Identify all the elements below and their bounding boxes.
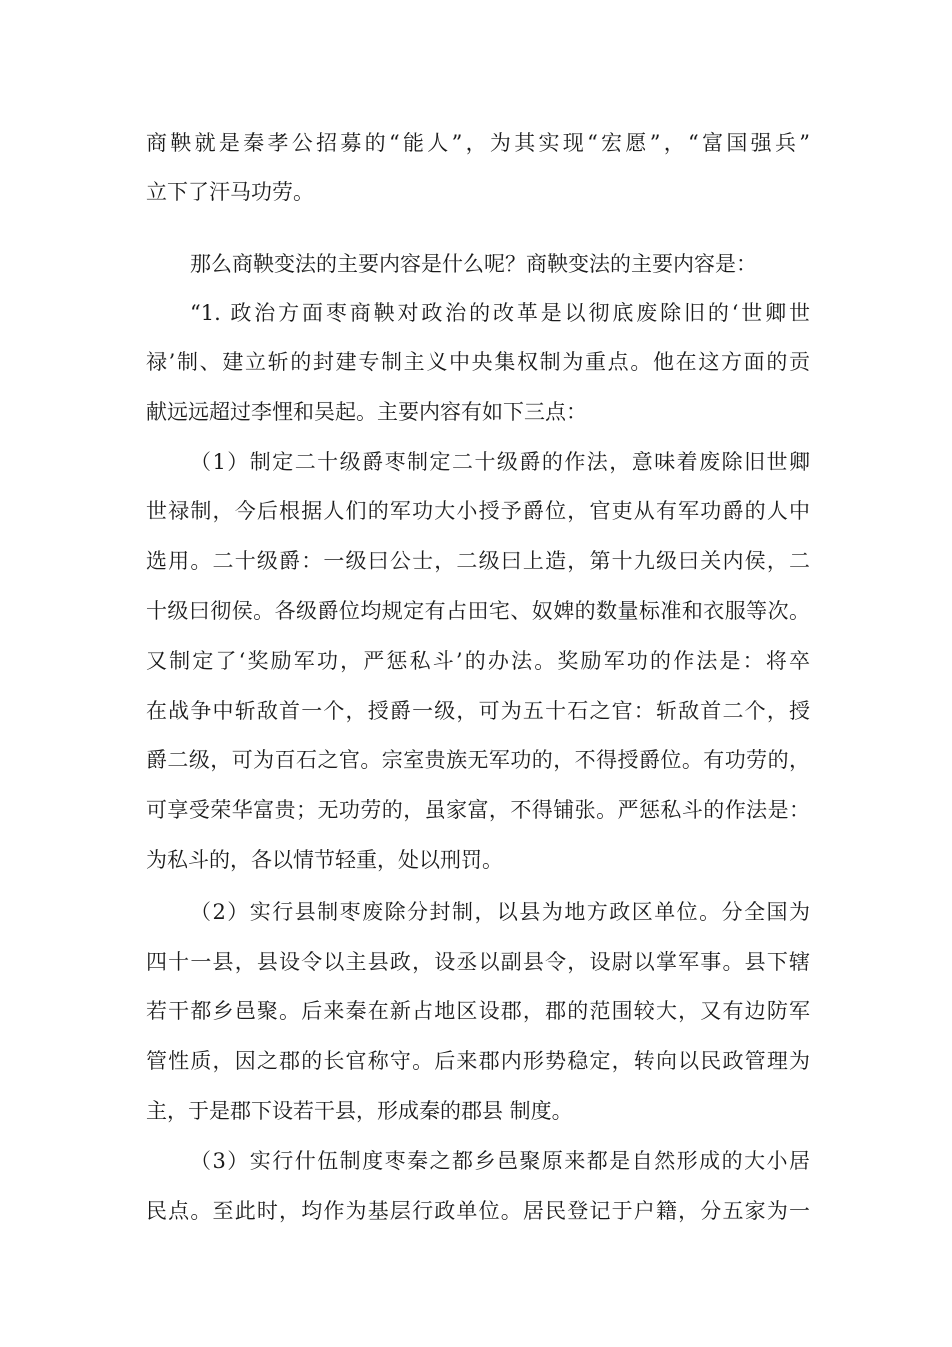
text-line-13: 爵二级，可为百石之官。宗室贵族无军功的，不得授爵位。有功劳的， [146,748,810,772]
text-line-1: 商鞅就是秦孝公招募的“能人”，为其实现“宏愿”，“富国强兵” [146,131,810,155]
text-line-17: 四十一县，县设令以主县政，设丞以副县令，设尉以掌军事。县下辖 [146,950,810,974]
text-line-18: 若干都乡邑聚。后来秦在新占地区设郡，郡的范围较大，又有边防军 [146,999,810,1023]
text-line-19: 管性质，因之郡的长官称守。后来郡内形势稳定，转向以民政管理为 [146,1049,810,1073]
text-line-21: （3）实行什伍制度枣秦之都乡邑聚原来都是自然形成的大小居 [190,1149,810,1173]
text-line-8: 世禄制，今后根据人们的军功大小授予爵位，官吏从有军功爵的人中 [146,499,810,523]
text-line-2: 立下了汗马功劳。 [146,180,314,204]
text-line-14: 可享受荣华富贵；无功劳的，虽家富，不得铺张。严惩私斗的作法是： [146,798,810,822]
text-line-5: 禄’制、建立斩的封建专制主义中央集权制为重点。他在这方面的贡 [146,350,810,374]
text-line-7: （1）制定二十级爵枣制定二十级爵的作法，意味着废除旧世卿 [190,450,810,474]
text-line-10: 十级曰彻侯。各级爵位均规定有占田宅、奴婢的数量标准和衣服等次。 [146,599,810,623]
text-line-20: 主，于是郡下设若干县，形成秦的郡县 制度。 [146,1099,573,1123]
text-line-12: 在战争中斩敌首一个，授爵一级，可为五十石之官：斩敌首二个，授 [146,699,810,723]
text-line-16: （2）实行县制枣废除分封制，以县为地方政区单位。分全国为 [190,900,810,924]
text-line-4: “1. 政治方面枣商鞅对政治的改革是以彻底废除旧的‘世卿世 [190,301,810,325]
text-line-11: 又制定了‘奖励军功，严惩私斗’的办法。奖励军功的作法是：将卒 [146,649,810,673]
text-line-9: 选用。二十级爵：一级曰公士，二级曰上造，第十九级曰关内侯，二 [146,549,810,573]
text-line-22: 民点。至此时，均作为基层行政单位。居民登记于户籍，分五家为一 [146,1199,810,1223]
text-line-3: 那么商鞅变法的主要内容是什么呢？商鞅变法的主要内容是： [190,252,757,276]
text-line-6: 献远远超过李悝和吴起。主要内容有如下三点： [146,400,587,424]
text-line-15: 为私斗的，各以情节轻重，处以刑罚。 [146,848,503,872]
